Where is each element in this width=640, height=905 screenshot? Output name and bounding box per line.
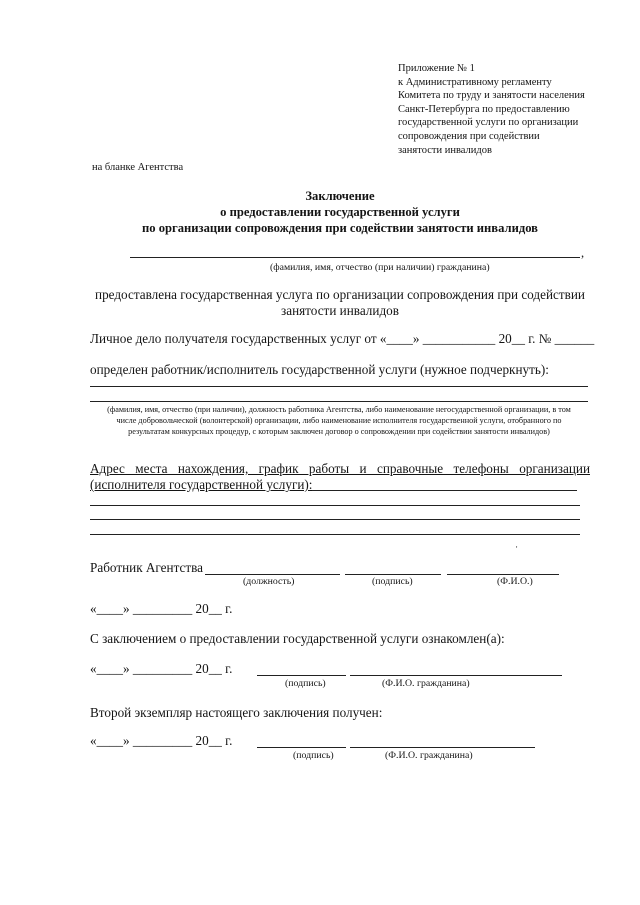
appendix-line: сопровождения при содействии bbox=[398, 130, 540, 142]
second-copy-signature-line[interactable] bbox=[257, 747, 346, 748]
appendix-line: к Административному регламенту bbox=[398, 76, 552, 88]
letterhead-note: на бланке Агентства bbox=[92, 162, 184, 173]
second-copy-signature-caption: (подпись) bbox=[293, 750, 334, 761]
signature-line[interactable] bbox=[345, 574, 441, 575]
appendix-line: занятости инвалидов bbox=[398, 144, 492, 156]
service-provided-text: предоставлена государственная услуга по организации сопровождения при содействии занятости инвалидов bbox=[95, 287, 585, 318]
citizen-comma: , bbox=[581, 246, 585, 260]
appendix-line: Комитета по труду и занятости населения bbox=[398, 90, 585, 102]
acquaintance-signature-caption: (подпись) bbox=[285, 678, 326, 689]
second-copy-date: «____» _________ 20__ г. bbox=[90, 733, 233, 748]
address-label-line-2: (исполнителя государственной услуги): bbox=[90, 477, 313, 492]
executor-line[interactable] bbox=[90, 386, 588, 387]
citizen-name-line[interactable] bbox=[130, 257, 580, 258]
second-copy-label: Второй экземпляр настоящего заключения получен: bbox=[90, 705, 383, 720]
address-line[interactable] bbox=[90, 534, 580, 535]
appendix-line: Приложение № 1 bbox=[398, 63, 475, 74]
acquaintance-fullname-line[interactable] bbox=[350, 675, 562, 676]
second-copy-fullname-caption: (Ф.И.О. гражданина) bbox=[385, 750, 473, 761]
executor-line[interactable] bbox=[90, 401, 588, 402]
document-title bbox=[90, 188, 590, 236]
acquaintance-date: «____» _________ 20__ г. bbox=[90, 661, 233, 676]
address-line[interactable] bbox=[90, 519, 580, 520]
acquaintance-label: С заключением о предоставлении государственной услуги ознакомлен(а): bbox=[90, 631, 505, 646]
second-copy-fullname-line[interactable] bbox=[350, 747, 535, 748]
title-line-3: по организации сопровождения при содействии занятости инвалидов bbox=[142, 221, 538, 235]
address-label-line-1: Адрес места нахождения, график работы и справочные телефоны организации bbox=[90, 461, 590, 476]
position-caption: (должность) bbox=[243, 576, 295, 587]
stray-mark: · bbox=[515, 543, 519, 553]
acquaintance-signature-line[interactable] bbox=[257, 675, 346, 676]
appendix-reference bbox=[398, 62, 585, 157]
title-line-2: о предоставлении государственной услуги bbox=[220, 205, 460, 219]
address-line[interactable] bbox=[312, 490, 577, 491]
executor-label: определен работник/исполнитель государственной услуги (нужное подчеркнуть): bbox=[90, 362, 549, 377]
address-line[interactable] bbox=[90, 505, 580, 506]
signature-caption: (подпись) bbox=[372, 576, 413, 587]
executor-caption: (фамилия, имя, отчество (при наличии), должность работника Агентства, либо наименование негосударственной организации, в том числе добровольческой (волонтерской) организации, либо наименование исполнителя государственной услуги, отобранного по результатам конкурсных процедур, с которым заключен договор о сопровождении при содействии занятости инвалидов) bbox=[107, 405, 571, 436]
acquaintance-fullname-caption: (Ф.И.О. гражданина) bbox=[382, 678, 470, 689]
title-line-1: Заключение bbox=[305, 189, 375, 203]
appendix-line: Санкт-Петербурга по предоставлению bbox=[398, 103, 570, 115]
fullname-line[interactable] bbox=[447, 574, 559, 575]
citizen-caption: (фамилия, имя, отчество (при наличии) гражданина) bbox=[270, 262, 490, 273]
appendix-line: государственной услуги по организации bbox=[398, 117, 579, 129]
worker-date: «____» _________ 20__ г. bbox=[90, 601, 233, 616]
agency-worker-label: Работник Агентства bbox=[90, 560, 204, 575]
position-line[interactable] bbox=[205, 574, 340, 575]
personal-file-line: Личное дело получателя государственных услуг от «____» ___________ 20__ г. № ______ bbox=[90, 331, 595, 346]
fullname-caption: (Ф.И.О.) bbox=[497, 576, 533, 587]
